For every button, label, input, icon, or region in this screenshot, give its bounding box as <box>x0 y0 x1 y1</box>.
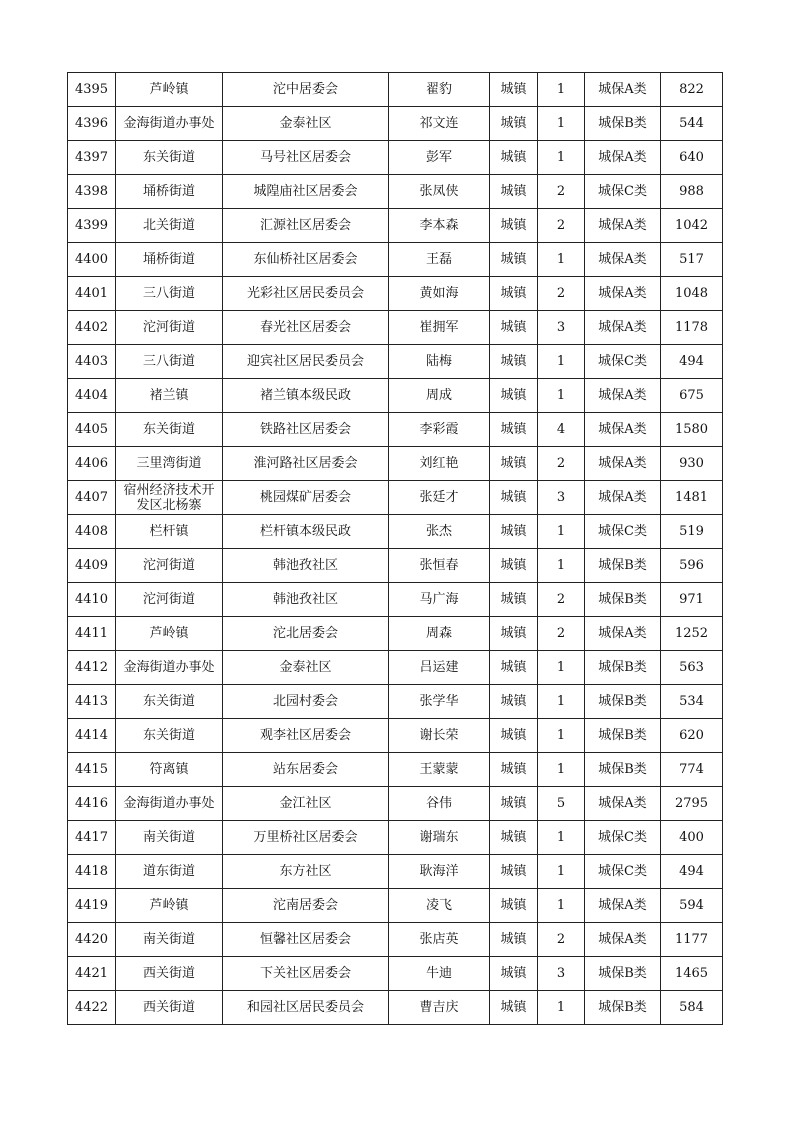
table-row <box>68 141 723 175</box>
amount-cell: 400 <box>661 821 723 855</box>
household-count-cell: 1 <box>538 243 585 277</box>
area-type-cell: 城镇 <box>490 957 538 991</box>
amount-cell: 494 <box>661 855 723 889</box>
table-row <box>68 889 723 923</box>
street-cell: 三八街道 <box>116 277 223 311</box>
area-type-cell: 城镇 <box>490 481 538 515</box>
name-cell: 曹吉庆 <box>389 991 490 1025</box>
amount-cell: 930 <box>661 447 723 481</box>
area-type-cell: 城镇 <box>490 923 538 957</box>
community-cell: 恒馨社区居委会 <box>223 923 389 957</box>
amount-cell: 1580 <box>661 413 723 447</box>
table-row <box>68 209 723 243</box>
household-count-cell: 3 <box>538 957 585 991</box>
area-type-cell: 城镇 <box>490 549 538 583</box>
category-cell: 城保B类 <box>585 107 661 141</box>
area-type-cell: 城镇 <box>490 243 538 277</box>
table-row <box>68 753 723 787</box>
serial-cell: 4405 <box>68 413 116 447</box>
name-cell: 李彩霞 <box>389 413 490 447</box>
table-row <box>68 719 723 753</box>
area-type-cell: 城镇 <box>490 311 538 345</box>
serial-cell: 4422 <box>68 991 116 1025</box>
table-row <box>68 651 723 685</box>
category-cell: 城保B类 <box>585 685 661 719</box>
community-cell: 东仙桥社区居委会 <box>223 243 389 277</box>
street-cell: 金海街道办事处 <box>116 787 223 821</box>
serial-cell: 4404 <box>68 379 116 413</box>
community-cell: 铁路社区居委会 <box>223 413 389 447</box>
amount-cell: 2795 <box>661 787 723 821</box>
serial-cell: 4410 <box>68 583 116 617</box>
table-row <box>68 243 723 277</box>
serial-cell: 4400 <box>68 243 116 277</box>
category-cell: 城保A类 <box>585 73 661 107</box>
table-row <box>68 855 723 889</box>
serial-cell: 4399 <box>68 209 116 243</box>
street-cell: 道东街道 <box>116 855 223 889</box>
area-type-cell: 城镇 <box>490 515 538 549</box>
serial-cell: 4413 <box>68 685 116 719</box>
name-cell: 陆梅 <box>389 345 490 379</box>
amount-cell: 675 <box>661 379 723 413</box>
amount-cell: 584 <box>661 991 723 1025</box>
name-cell: 周森 <box>389 617 490 651</box>
roster-body <box>68 73 723 1025</box>
amount-cell: 563 <box>661 651 723 685</box>
name-cell: 翟豹 <box>389 73 490 107</box>
table-row <box>68 583 723 617</box>
street-cell: 东关街道 <box>116 141 223 175</box>
area-type-cell: 城镇 <box>490 719 538 753</box>
street-cell: 金海街道办事处 <box>116 107 223 141</box>
table-row <box>68 107 723 141</box>
serial-cell: 4417 <box>68 821 116 855</box>
amount-cell: 774 <box>661 753 723 787</box>
area-type-cell: 城镇 <box>490 991 538 1025</box>
street-cell: 沱河街道 <box>116 583 223 617</box>
serial-cell: 4412 <box>68 651 116 685</box>
name-cell: 牛迪 <box>389 957 490 991</box>
table-row <box>68 413 723 447</box>
street-cell: 三里湾街道 <box>116 447 223 481</box>
community-cell: 桃园煤矿居委会 <box>223 481 389 515</box>
community-cell: 迎宾社区居民委员会 <box>223 345 389 379</box>
name-cell: 张学华 <box>389 685 490 719</box>
amount-cell: 1177 <box>661 923 723 957</box>
community-cell: 褚兰镇本级民政 <box>223 379 389 413</box>
category-cell: 城保A类 <box>585 243 661 277</box>
street-cell: 沱河街道 <box>116 549 223 583</box>
area-type-cell: 城镇 <box>490 651 538 685</box>
table-row <box>68 379 723 413</box>
area-type-cell: 城镇 <box>490 209 538 243</box>
category-cell: 城保B类 <box>585 583 661 617</box>
serial-cell: 4418 <box>68 855 116 889</box>
household-count-cell: 1 <box>538 821 585 855</box>
serial-cell: 4401 <box>68 277 116 311</box>
community-cell: 金泰社区 <box>223 107 389 141</box>
table-row <box>68 311 723 345</box>
community-cell: 金江社区 <box>223 787 389 821</box>
category-cell: 城保B类 <box>585 957 661 991</box>
category-cell: 城保C类 <box>585 821 661 855</box>
community-cell: 沱南居委会 <box>223 889 389 923</box>
name-cell: 刘红艳 <box>389 447 490 481</box>
category-cell: 城保C类 <box>585 515 661 549</box>
serial-cell: 4402 <box>68 311 116 345</box>
area-type-cell: 城镇 <box>490 821 538 855</box>
table-row <box>68 617 723 651</box>
name-cell: 张廷才 <box>389 481 490 515</box>
community-cell: 观李社区居委会 <box>223 719 389 753</box>
category-cell: 城保C类 <box>585 345 661 379</box>
community-cell: 沱北居委会 <box>223 617 389 651</box>
table-row <box>68 175 723 209</box>
serial-cell: 4411 <box>68 617 116 651</box>
category-cell: 城保B类 <box>585 651 661 685</box>
street-cell: 芦岭镇 <box>116 73 223 107</box>
street-cell: 东关街道 <box>116 413 223 447</box>
serial-cell: 4416 <box>68 787 116 821</box>
amount-cell: 1048 <box>661 277 723 311</box>
area-type-cell: 城镇 <box>490 413 538 447</box>
category-cell: 城保A类 <box>585 141 661 175</box>
amount-cell: 1465 <box>661 957 723 991</box>
serial-cell: 4415 <box>68 753 116 787</box>
street-cell: 栏杆镇 <box>116 515 223 549</box>
name-cell: 王蒙蒙 <box>389 753 490 787</box>
street-cell: 芦岭镇 <box>116 889 223 923</box>
table-row <box>68 923 723 957</box>
community-cell: 栏杆镇本级民政 <box>223 515 389 549</box>
table-row <box>68 821 723 855</box>
community-cell: 和园社区居民委员会 <box>223 991 389 1025</box>
name-cell: 马广海 <box>389 583 490 617</box>
name-cell: 张杰 <box>389 515 490 549</box>
table-row <box>68 549 723 583</box>
community-cell: 汇源社区居委会 <box>223 209 389 243</box>
category-cell: 城保C类 <box>585 175 661 209</box>
community-cell: 韩池孜社区 <box>223 583 389 617</box>
household-count-cell: 3 <box>538 311 585 345</box>
household-count-cell: 1 <box>538 685 585 719</box>
amount-cell: 494 <box>661 345 723 379</box>
community-cell: 北园村委会 <box>223 685 389 719</box>
household-count-cell: 1 <box>538 651 585 685</box>
category-cell: 城保B类 <box>585 549 661 583</box>
area-type-cell: 城镇 <box>490 345 538 379</box>
name-cell: 王磊 <box>389 243 490 277</box>
serial-cell: 4420 <box>68 923 116 957</box>
table-row <box>68 991 723 1025</box>
serial-cell: 4395 <box>68 73 116 107</box>
household-count-cell: 1 <box>538 141 585 175</box>
area-type-cell: 城镇 <box>490 73 538 107</box>
area-type-cell: 城镇 <box>490 889 538 923</box>
roster-table <box>67 72 723 1025</box>
area-type-cell: 城镇 <box>490 141 538 175</box>
serial-cell: 4398 <box>68 175 116 209</box>
household-count-cell: 1 <box>538 719 585 753</box>
serial-cell: 4397 <box>68 141 116 175</box>
amount-cell: 988 <box>661 175 723 209</box>
category-cell: 城保B类 <box>585 991 661 1025</box>
household-count-cell: 2 <box>538 277 585 311</box>
table-row <box>68 685 723 719</box>
street-cell: 符离镇 <box>116 753 223 787</box>
table-row <box>68 515 723 549</box>
serial-cell: 4419 <box>68 889 116 923</box>
street-cell: 芦岭镇 <box>116 617 223 651</box>
community-cell: 万里桥社区居委会 <box>223 821 389 855</box>
table-row <box>68 73 723 107</box>
community-cell: 城隍庙社区居委会 <box>223 175 389 209</box>
household-count-cell: 5 <box>538 787 585 821</box>
amount-cell: 640 <box>661 141 723 175</box>
name-cell: 祁文连 <box>389 107 490 141</box>
table-row <box>68 345 723 379</box>
amount-cell: 517 <box>661 243 723 277</box>
category-cell: 城保A类 <box>585 413 661 447</box>
community-cell: 东方社区 <box>223 855 389 889</box>
community-cell: 淮河路社区居委会 <box>223 447 389 481</box>
name-cell: 凌飞 <box>389 889 490 923</box>
category-cell: 城保A类 <box>585 889 661 923</box>
category-cell: 城保A类 <box>585 277 661 311</box>
serial-cell: 4409 <box>68 549 116 583</box>
area-type-cell: 城镇 <box>490 175 538 209</box>
household-count-cell: 2 <box>538 583 585 617</box>
street-cell: 南关街道 <box>116 821 223 855</box>
household-count-cell: 1 <box>538 753 585 787</box>
table-row <box>68 481 723 515</box>
area-type-cell: 城镇 <box>490 855 538 889</box>
street-cell: 东关街道 <box>116 685 223 719</box>
community-cell: 站东居委会 <box>223 753 389 787</box>
category-cell: 城保A类 <box>585 617 661 651</box>
amount-cell: 534 <box>661 685 723 719</box>
street-cell: 褚兰镇 <box>116 379 223 413</box>
serial-cell: 4396 <box>68 107 116 141</box>
household-count-cell: 4 <box>538 413 585 447</box>
household-count-cell: 2 <box>538 617 585 651</box>
household-count-cell: 2 <box>538 923 585 957</box>
amount-cell: 1252 <box>661 617 723 651</box>
community-cell: 马号社区居委会 <box>223 141 389 175</box>
serial-cell: 4406 <box>68 447 116 481</box>
amount-cell: 822 <box>661 73 723 107</box>
name-cell: 崔拥军 <box>389 311 490 345</box>
category-cell: 城保A类 <box>585 379 661 413</box>
area-type-cell: 城镇 <box>490 379 538 413</box>
household-count-cell: 1 <box>538 379 585 413</box>
street-cell: 南关街道 <box>116 923 223 957</box>
table-row <box>68 447 723 481</box>
street-cell: 西关街道 <box>116 957 223 991</box>
area-type-cell: 城镇 <box>490 685 538 719</box>
amount-cell: 596 <box>661 549 723 583</box>
community-cell: 金泰社区 <box>223 651 389 685</box>
area-type-cell: 城镇 <box>490 617 538 651</box>
household-count-cell: 1 <box>538 345 585 379</box>
household-count-cell: 1 <box>538 855 585 889</box>
amount-cell: 1481 <box>661 481 723 515</box>
amount-cell: 620 <box>661 719 723 753</box>
amount-cell: 594 <box>661 889 723 923</box>
household-count-cell: 1 <box>538 991 585 1025</box>
street-cell: 埇桥街道 <box>116 175 223 209</box>
street-cell: 金海街道办事处 <box>116 651 223 685</box>
name-cell: 张凤侠 <box>389 175 490 209</box>
household-count-cell: 1 <box>538 889 585 923</box>
name-cell: 彭军 <box>389 141 490 175</box>
serial-cell: 4403 <box>68 345 116 379</box>
household-count-cell: 1 <box>538 73 585 107</box>
name-cell: 谢瑞东 <box>389 821 490 855</box>
area-type-cell: 城镇 <box>490 753 538 787</box>
household-count-cell: 3 <box>538 481 585 515</box>
name-cell: 吕运建 <box>389 651 490 685</box>
community-cell: 春光社区居委会 <box>223 311 389 345</box>
street-cell: 沱河街道 <box>116 311 223 345</box>
street-cell: 三八街道 <box>116 345 223 379</box>
amount-cell: 1042 <box>661 209 723 243</box>
household-count-cell: 2 <box>538 447 585 481</box>
name-cell: 谢长荣 <box>389 719 490 753</box>
street-cell: 埇桥街道 <box>116 243 223 277</box>
amount-cell: 519 <box>661 515 723 549</box>
community-cell: 韩池孜社区 <box>223 549 389 583</box>
street-cell: 西关街道 <box>116 991 223 1025</box>
amount-cell: 1178 <box>661 311 723 345</box>
table-row <box>68 957 723 991</box>
serial-cell: 4414 <box>68 719 116 753</box>
category-cell: 城保A类 <box>585 311 661 345</box>
area-type-cell: 城镇 <box>490 787 538 821</box>
household-count-cell: 2 <box>538 209 585 243</box>
area-type-cell: 城镇 <box>490 107 538 141</box>
community-cell: 下关社区居委会 <box>223 957 389 991</box>
community-cell: 沱中居委会 <box>223 73 389 107</box>
category-cell: 城保B类 <box>585 719 661 753</box>
table-row <box>68 787 723 821</box>
street-cell: 东关街道 <box>116 719 223 753</box>
name-cell: 李本森 <box>389 209 490 243</box>
name-cell: 张店英 <box>389 923 490 957</box>
street-cell: 北关街道 <box>116 209 223 243</box>
category-cell: 城保B类 <box>585 753 661 787</box>
category-cell: 城保A类 <box>585 787 661 821</box>
serial-cell: 4407 <box>68 481 116 515</box>
area-type-cell: 城镇 <box>490 583 538 617</box>
area-type-cell: 城镇 <box>490 447 538 481</box>
name-cell: 周成 <box>389 379 490 413</box>
category-cell: 城保A类 <box>585 481 661 515</box>
amount-cell: 544 <box>661 107 723 141</box>
household-count-cell: 1 <box>538 107 585 141</box>
category-cell: 城保A类 <box>585 447 661 481</box>
amount-cell: 971 <box>661 583 723 617</box>
street-cell: 宿州经济技术开发区北杨寨 <box>116 481 223 515</box>
name-cell: 张恒春 <box>389 549 490 583</box>
household-count-cell: 1 <box>538 549 585 583</box>
household-count-cell: 1 <box>538 515 585 549</box>
name-cell: 耿海洋 <box>389 855 490 889</box>
area-type-cell: 城镇 <box>490 277 538 311</box>
community-cell: 光彩社区居民委员会 <box>223 277 389 311</box>
category-cell: 城保C类 <box>585 855 661 889</box>
category-cell: 城保A类 <box>585 209 661 243</box>
household-count-cell: 2 <box>538 175 585 209</box>
serial-cell: 4408 <box>68 515 116 549</box>
serial-cell: 4421 <box>68 957 116 991</box>
category-cell: 城保A类 <box>585 923 661 957</box>
table-row <box>68 277 723 311</box>
name-cell: 谷伟 <box>389 787 490 821</box>
name-cell: 黄如海 <box>389 277 490 311</box>
